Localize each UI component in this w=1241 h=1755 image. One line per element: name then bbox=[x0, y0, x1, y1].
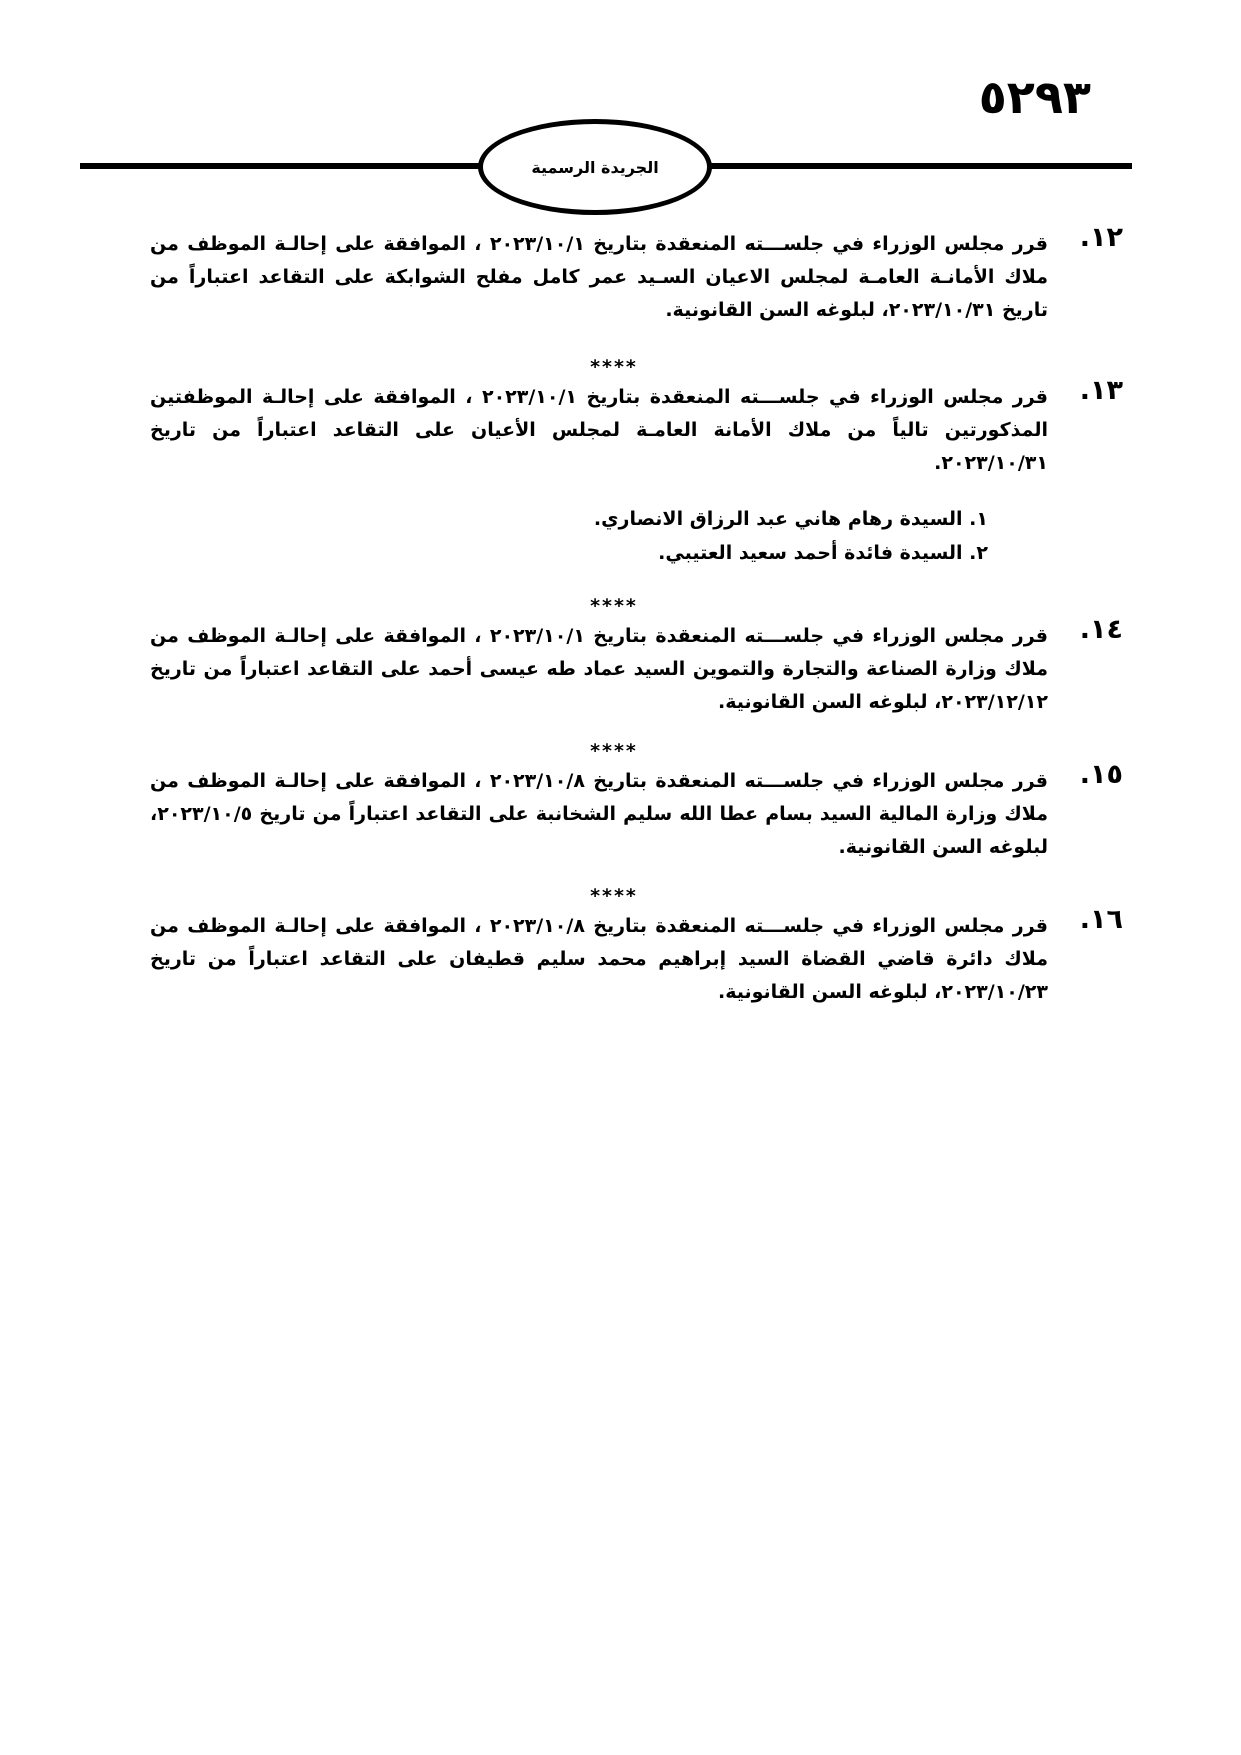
item-number: ١٢. bbox=[1079, 222, 1123, 253]
page-number: ٥٢٩٣ bbox=[978, 70, 1091, 124]
item-number: ١٥. bbox=[1079, 759, 1123, 790]
list-item: ١. السيدة رهام هاني عبد الرزاق الانصاري. bbox=[593, 508, 988, 530]
sub-list bbox=[150, 502, 988, 570]
separator: **** bbox=[590, 885, 638, 907]
decision-item-12 bbox=[150, 222, 1123, 327]
document-body bbox=[150, 222, 1123, 1009]
list-item: ٢. السيدة فائدة أحمد سعيد العتيبي. bbox=[658, 542, 988, 564]
separator: **** bbox=[590, 595, 638, 617]
item-text: قرر مجلس الوزراء في جلســـته المنعقدة بتاريخ ٢٠٢٣/١٠/١ ، الموافقة على إحالـة الموظفتين المذكورتين تالياً من ملاك الأمانة العامـة لمجلس الأعيان على التقاعد اعتباراً من تاريخ ٢٠٢٣/١٠/٣١. bbox=[150, 386, 1049, 474]
decision-item-14 bbox=[150, 614, 1123, 719]
item-text: قرر مجلس الوزراء في جلســـته المنعقدة بتاريخ ٢٠٢٣/١٠/٨ ، الموافقة على إحالـة الموظف من ملاك وزارة المالية السيد بسام عطا الله سليم الشخانبة على التقاعد اعتباراً من تاريخ ٢٠٢٣/١٠/٥، لبلوغه السن القانونية. bbox=[150, 770, 1048, 858]
header-title: الجريدة الرسمية bbox=[531, 157, 659, 177]
item-number: ١٤. bbox=[1079, 614, 1123, 645]
item-text: قرر مجلس الوزراء في جلســـته المنعقدة بتاريخ ٢٠٢٣/١٠/١ ، الموافقة على إحالـة الموظف من ملاك الأمانـة العامـة لمجلس الاعيان السـيد عمر كامل مفلح الشوابكة على التقاعد اعتباراً من تاريخ ٢٠٢٣/١٠/٣١، لبلوغه السن القانونية. bbox=[150, 233, 1048, 321]
item-text: قرر مجلس الوزراء في جلســـته المنعقدة بتاريخ ٢٠٢٣/١٠/٨ ، الموافقة على إحالـة الموظف من ملاك دائرة قاضي القضاة السيد إبراهيم محمد سليم قطيفان على التقاعد اعتباراً من تاريخ ٢٠٢٣/١٠/٢٣، لبلوغه السن القانونية. bbox=[150, 915, 1048, 1003]
separator: **** bbox=[590, 356, 638, 378]
header-oval bbox=[478, 119, 712, 215]
decision-item-15 bbox=[150, 759, 1123, 864]
separator: **** bbox=[590, 740, 638, 762]
item-text: قرر مجلس الوزراء في جلســـته المنعقدة بتاريخ ٢٠٢٣/١٠/١ ، الموافقة على إحالـة الموظف من ملاك وزارة الصناعة والتجارة والتموين السيد عماد طه عيسى أحمد على التقاعد اعتباراً من تاريخ ٢٠٢٣/١٢/١٢، لبلوغه السن القانونية. bbox=[150, 625, 1048, 713]
item-number: ١٣. bbox=[1079, 375, 1123, 406]
decision-item-16 bbox=[150, 904, 1123, 1009]
item-number: ١٦. bbox=[1079, 904, 1123, 935]
decision-item-13 bbox=[150, 375, 1123, 570]
